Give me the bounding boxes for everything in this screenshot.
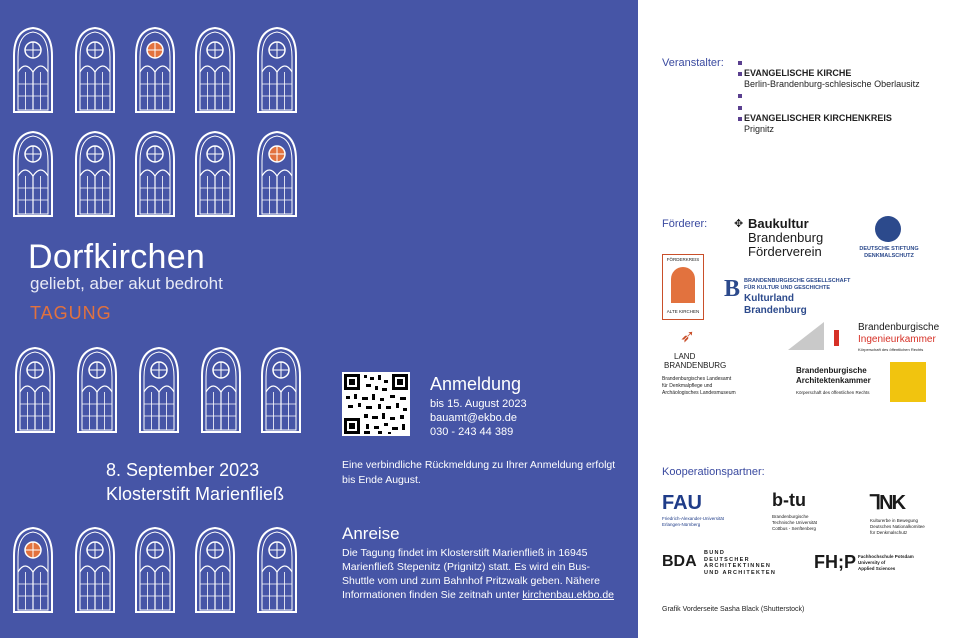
ingk-line2: Ingenieurkammer [858, 334, 936, 345]
architektenkammer-logo [796, 362, 930, 404]
event-date: 8. September 2023 [106, 460, 260, 480]
circle-emblem-icon [875, 216, 901, 242]
ingenieurkammer-logo [788, 322, 938, 362]
church-icon [671, 267, 695, 303]
organizer-ekbo-logo [738, 57, 920, 101]
sponsor-panel [638, 0, 958, 638]
organizer-kirchenkreis-logo [738, 102, 892, 135]
qr-code-icon[interactable] [342, 372, 410, 436]
gothic-window-icon [134, 26, 176, 114]
gothic-window-icon [256, 26, 298, 114]
red-bar-icon [834, 330, 839, 346]
organizer-label: Veranstalter: [662, 57, 724, 69]
dsd-line2: DENKMALSCHUTZ [864, 253, 914, 259]
baukultur-line1: Baukultur [748, 216, 809, 231]
fau-sub2: Erlangen-Nürnberg [662, 522, 701, 527]
dsd-logo [848, 216, 930, 264]
land-line5: Archäologisches Landesmuseum [662, 390, 736, 396]
event-subtitle: geliebt, aber akut bedroht [30, 274, 223, 293]
fk-line2: ALTE KIRCHEN [666, 309, 700, 314]
square-icon [738, 94, 742, 98]
website-link[interactable]: kirchenbau.ekbo.de [522, 589, 615, 601]
land-line1: LAND [674, 352, 696, 361]
fau-text: FAU [662, 492, 702, 514]
travel-heading: Anreise [342, 524, 400, 543]
gothic-window-icon [260, 346, 302, 434]
fau-sub1: Friedrich-Alexander-Universität [662, 516, 725, 521]
land-line3: Brandenburgisches Landesamt [662, 376, 732, 382]
gothic-window-icon [74, 130, 116, 218]
registration-heading: Anmeldung [430, 374, 522, 394]
bgkg-line2: FÜR KULTUR UND GESCHICHTE [744, 285, 831, 291]
btu-sub3: Cottbus - Senftenberg [772, 526, 817, 531]
puzzle-icon: ✥ [734, 218, 744, 230]
btu-sub1: Brandenburgische [772, 514, 809, 519]
gothic-window-icon [200, 346, 242, 434]
bda-sub1: BUND [704, 550, 726, 556]
btu-sub [772, 514, 817, 532]
registration-details [430, 397, 527, 439]
btu-text: b-tu [772, 490, 806, 510]
gothic-window-icon [194, 526, 236, 614]
bda-sub2: DEUTSCHER [704, 556, 750, 563]
org2-name: EVANGELISCHER KIRCHENKREIS [744, 113, 892, 123]
ingk-line3: Körperschaft des öffentlichen Rechts [858, 347, 924, 352]
gothic-window-icon [134, 130, 176, 218]
gothic-window-icon [256, 526, 298, 614]
eagle-icon: ➶ [680, 326, 696, 346]
dnk-sub2: Deutsches Nationalkomitee [870, 524, 925, 529]
registration-email[interactable]: bauamt@ekbo.de [430, 412, 518, 424]
org1-name: EVANGELISCHE KIRCHE [744, 68, 852, 78]
gothic-window-icon [12, 526, 54, 614]
fhp-sub3: Applied Sciences [858, 566, 896, 571]
ark-line1: Brandenburgische [796, 366, 867, 375]
registration-phone: 030 - 243 44 389 [430, 426, 514, 438]
event-date-place [106, 458, 284, 506]
btu-sub2: Technische Universität [772, 520, 818, 525]
bda-text: BDA [662, 553, 697, 570]
bda-sub3: ARCHITEKTINNEN [704, 563, 772, 569]
bda-sub [704, 550, 776, 576]
land-line2: BRANDENBURG [664, 361, 727, 370]
gothic-window-icon [12, 130, 54, 218]
org1-sub: Berlin-Brandenburg-schlesische Oberlausitz [744, 79, 920, 89]
gothic-window-icon [194, 26, 236, 114]
foerderkreis-logo [662, 254, 704, 320]
fhp-sub1: Fachhochschule Potsdam [858, 554, 914, 559]
partners-label: Kooperationspartner: [662, 466, 765, 478]
bgkg-line3: Kulturland [744, 293, 794, 304]
gothic-window-icon [76, 346, 118, 434]
wedge-icon [788, 322, 824, 350]
dnk-sub1: Kulturerbe in Bewegung [870, 518, 919, 523]
event-type: TAGUNG [30, 303, 112, 323]
event-place: Klosterstift Marienfließ [106, 484, 285, 504]
b-letter-icon: B [724, 276, 741, 302]
gothic-window-icon [134, 526, 176, 614]
registration-note: Eine verbindliche Rückmeldung zu Ihrer Anmeldung erfolgt bis Ende August. [342, 459, 616, 486]
travel-description: Die Tagung findet im Klosterstift Marienfließ in 16945 Marienfließ Stepenitz (Prignitz) statt. Es wird ein Bus-Shuttle vom und zum Bahnhof Pritzwalk geben. Nähere Informationen finden Sie zeitnah unter [342, 547, 600, 601]
dnk-sub [870, 518, 925, 536]
ingk-line1: Brandenburgische [858, 322, 940, 333]
land-office [662, 376, 736, 397]
fk-line1: FÖRDERKREIS [666, 257, 700, 262]
dsd-line1: DEUTSCHE STIFTUNG [859, 246, 919, 252]
fhp-text: FH;P [814, 552, 856, 572]
ark-line2: Architektenkammer [796, 376, 871, 385]
dnk-mark-icon: ⅂NK [870, 492, 905, 514]
gothic-window-icon [74, 526, 116, 614]
square-icon [738, 72, 742, 76]
fhp-sub2: University of [858, 560, 886, 565]
bgkg-line1: BRANDENBURGISCHE GESELLSCHAFT [744, 278, 851, 284]
bda-sub4: UND ARCHITEKTEN [704, 569, 777, 576]
dnk-sub3: für Denkmalschutz [870, 530, 908, 535]
sponsor-label: Förderer: [662, 218, 708, 230]
gothic-window-icon [12, 26, 54, 114]
square-icon [738, 117, 742, 121]
registration-deadline: bis 15. August 2023 [430, 398, 527, 410]
ark-line3: Körperschaft des öffentlichen Rechts [796, 390, 870, 395]
fhp-sub [858, 554, 914, 572]
bgkg-line4: Brandenburg [744, 305, 807, 316]
yellow-square-icon [890, 362, 926, 402]
baukultur-line3: Förderverein [748, 244, 822, 259]
square-icon [738, 106, 742, 110]
gothic-window-icon [74, 26, 116, 114]
event-title: Dorfkirchen [28, 238, 206, 276]
travel-text [342, 546, 622, 602]
square-icon [738, 61, 742, 65]
org2-sub: Prignitz [744, 124, 775, 134]
gothic-window-icon [14, 346, 56, 434]
gothic-window-icon [194, 130, 236, 218]
image-credit: Grafik Vorderseite Sasha Black (Shutterstock) [662, 606, 805, 613]
gothic-window-icon [138, 346, 180, 434]
gothic-window-icon [256, 130, 298, 218]
baukultur-line2: Brandenburg [748, 230, 824, 245]
land-line4: für Denkmalpflege und [662, 383, 713, 389]
